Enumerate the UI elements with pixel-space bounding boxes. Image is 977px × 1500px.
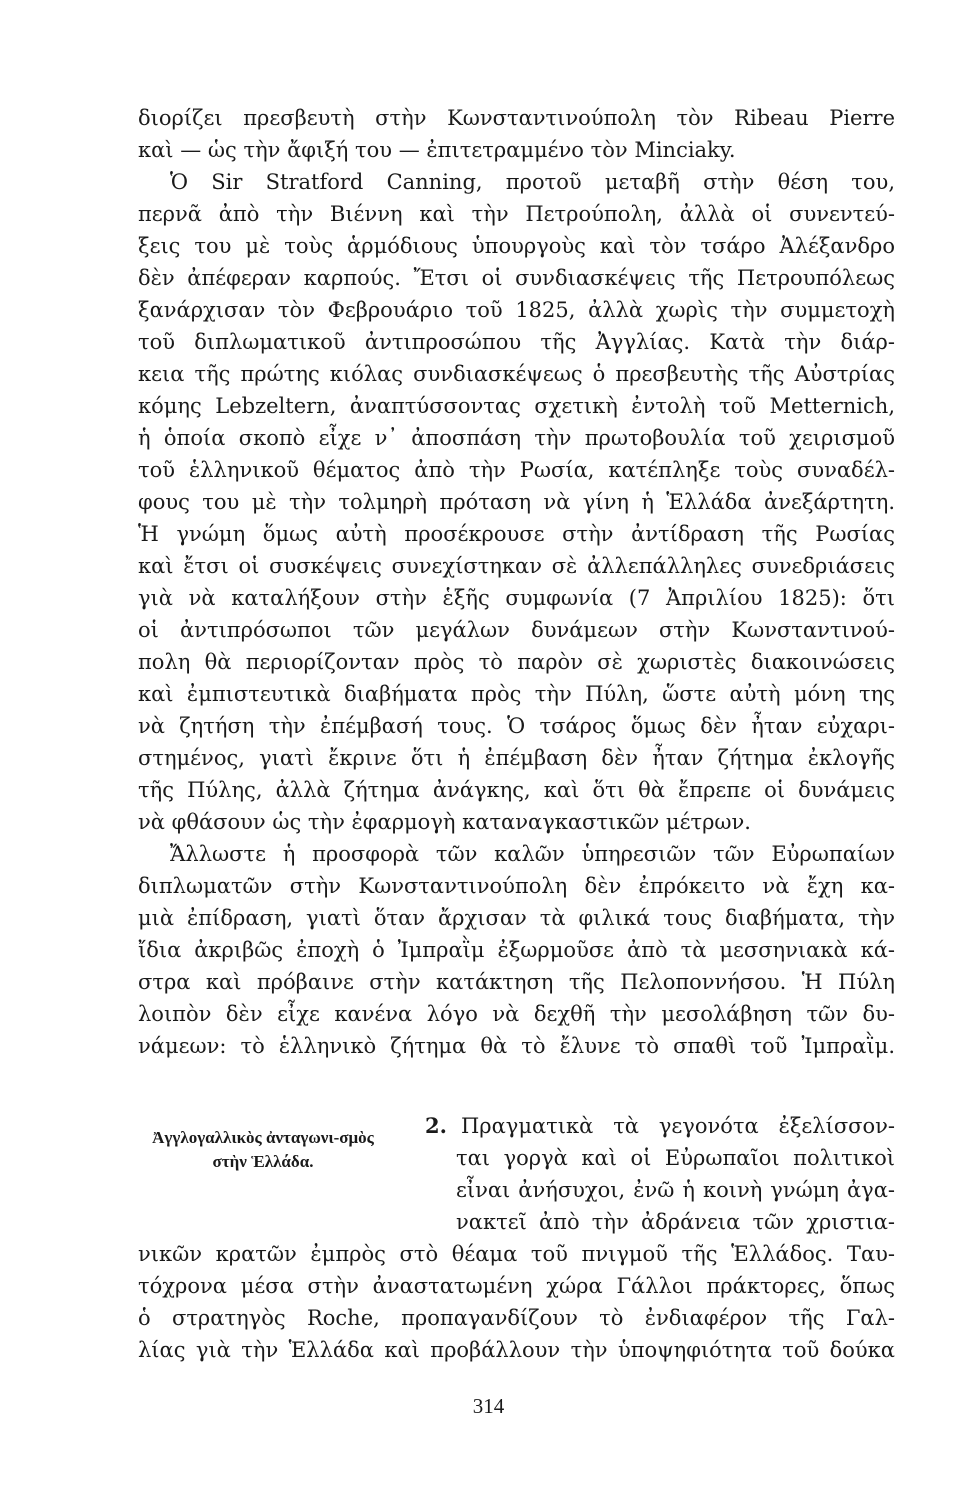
text-line: κεια τῆς πρώτης κιόλας συνδιασκέψεως ὁ πρεσβευτὴς τῆς Αὐστρίας [138, 362, 895, 386]
text-line: νικῶν κρατῶν ἐμπρὸς στὸ θέαμα τοῦ πνιγμοῦ τῆς Ἑλλάδος. Ταυ- [138, 1242, 895, 1266]
text-line: ἴδια ἀκριβῶς ἐποχὴ ὁ Ἰμπραῒμ ἐξωρμοῦσε ἀπὸ τὰ μεσσηνιακὰ κά- [138, 938, 895, 962]
text-line: μιὰ ἐπίδραση, γιατὶ ὅταν ἄρχισαν τὰ φιλικά τους διαβήματα, τὴν [138, 906, 895, 930]
page-number: 314 [472, 1394, 505, 1418]
text-line: πολη θὰ περιορίζονταν πρὸς τὸ παρὸν σὲ χωριστὲς διακοινώσεις [138, 650, 895, 674]
text-line: λίας γιὰ τὴν Ἑλλάδα καὶ προβάλλουν τὴν ὑποψηφιότητα τοῦ δούκα [138, 1338, 895, 1362]
text-line: διορίζει πρεσβευτὴ στὴν Κωνσταντινούπολη τὸν Ribeau Pierre [138, 106, 895, 130]
text-line: νὰ φθάσουν ὡς τὴν ἐφαρμογὴ καταναγκαστικῶν μέτρων. [138, 810, 751, 834]
text-line: νακτεῖ ἀπὸ τὴν ἀδράνεια τῶν χριστια- [456, 1210, 895, 1234]
text-line: οἱ ἀντιπρόσωποι τῶν μεγάλων δυνάμεων στὴν Κωνσταντινού- [138, 618, 895, 642]
text-line: στημένος, γιατὶ ἔκρινε ὅτι ἡ ἐπέμβαση δὲν ἦταν ζήτημα ἐκλογῆς [138, 746, 895, 770]
text-line: τοῦ διπλωματικοῦ ἀντιπροσώπου τῆς Ἀγγλίας. Κατὰ τὴν διάρ- [138, 330, 895, 354]
text-line: στρα καὶ πρόβαινε στὴν κατάκτηση τῆς Πελοποννήσου. Ἡ Πύλη [138, 970, 895, 994]
text-line: ὁ στρατηγὸς Roche, προπαγανδίζουν τὸ ἐνδιαφέρον τῆς Γαλ- [138, 1306, 895, 1330]
text-line: νάμεων: τὸ ἑλληνικὸ ζήτημα θὰ τὸ ἔλυνε τὸ σπαθὶ τοῦ Ἰμπραῒμ. [138, 1034, 895, 1058]
text-line: Ὁ Sir Stratford Canning, προτοῦ μεταβῆ στὴν θέση του, [170, 170, 895, 194]
text-line: τόχρονα μέσα στὴν ἀναστατωμένη χώρα Γάλλοι πράκτορες, ὅπως [138, 1274, 895, 1298]
text-line: Πραγματικὰ τὰ γεγονότα ἐξελίσσον- [460, 1114, 895, 1138]
text-line: καὶ — ὡς τὴν ἄφιξή του — ἐπιτετραμμένο τὸν Minciaky. [138, 138, 736, 162]
text-line: νὰ ζητήση τὴν ἐπέμβασή τους. Ὁ τσάρος ὅμως δὲν ἦταν εὐχαρι- [138, 714, 895, 738]
text-line: γιὰ νὰ καταλήξουν στὴν ἑξῆς συμφωνία (7 Ἀπριλίου 1825): ὅτι [138, 586, 895, 610]
text-line: καὶ ἐμπιστευτικὰ διαβήματα πρὸς τὴν Πύλη, ὥστε αὐτὴ μόνη της [138, 682, 895, 706]
text-line: εἶναι ἀνήσυχοι, ἐνῶ ἡ κοινὴ γνώμη ἀγα- [456, 1178, 895, 1202]
text-line: ἡ ὁποία σκοπὸ εἶχε ν᾽ ἀποσπάση τὴν πρωτοβουλία τοῦ χειρισμοῦ [138, 426, 895, 450]
text-line: λοιπὸν δὲν εἶχε κανένα λόγο νὰ δεχθῆ τὴν μεσολάβηση τῶν δυ- [138, 1002, 895, 1026]
text-line: καὶ ἔτσι οἱ συσκέψεις συνεχίστηκαν σὲ ἀλλεπάλληλες συνεδριάσεις [138, 554, 895, 578]
text-line: διπλωματῶν στὴν Κωνσταντινούπολη δὲν ἐπρόκειτο νὰ ἔχη κα- [138, 874, 895, 898]
text-line: Ἄλλωστε ἡ προσφορὰ τῶν καλῶν ὑπηρεσιῶν τῶν Εὐρωπαίων [170, 842, 895, 866]
text-line: Ἡ γνώμη ὅμως αὐτὴ προσέκρουσε στὴν ἀντίδραση τῆς Ρωσίας [138, 522, 895, 546]
text-line: δὲν ἀπέφεραν καρπούς. Ἔτσι οἱ συνδιασκέψεις τῆς Πετρουπόλεως [138, 266, 895, 290]
text-line: ται γοργὰ καὶ οἱ Εὐρωπαῖοι πολιτικοὶ [456, 1146, 895, 1170]
text-line: ξεις του μὲ τοὺς ἁρμόδιους ὑπουργοὺς καὶ τὸν τσάρο Ἀλέξανδρο [138, 234, 895, 258]
section-side-heading: Ἀγγλογαλλικὸς ἀνταγωνι-σμὸς στὴν Ἑλλάδα. [152, 1128, 374, 1171]
section-number: 2. [425, 1113, 447, 1138]
text-line: φους του μὲ τὴν τολμηρὴ πρόταση νὰ γίνη ἡ Ἑλλάδα ἀνεξάρτητη. [138, 490, 895, 514]
text-line: κόμης Lebzeltern, ἀναπτύσσοντας σχετικὴ ἐντολὴ τοῦ Metternich, [138, 394, 895, 418]
text-line: ξανάρχισαν τὸν Φεβρουάριο τοῦ 1825, ἀλλὰ χωρὶς τὴν συμμετοχὴ [138, 298, 895, 322]
text-line: τοῦ ἑλληνικοῦ θέματος ἀπὸ τὴν Ρωσία, κατέπληξε τοὺς συναδέλ- [138, 458, 895, 482]
text-line: τῆς Πύλης, ἀλλὰ ζήτημα ἀνάγκης, καὶ ὅτι θὰ ἔπρεπε οἱ δυνάμεις [138, 778, 895, 802]
section-first-line [425, 1112, 895, 1140]
text-line: περνᾶ ἀπὸ τὴν Βιέννη καὶ τὴν Πετρούπολη, ἀλλὰ οἱ συνεντεύ- [138, 202, 895, 226]
